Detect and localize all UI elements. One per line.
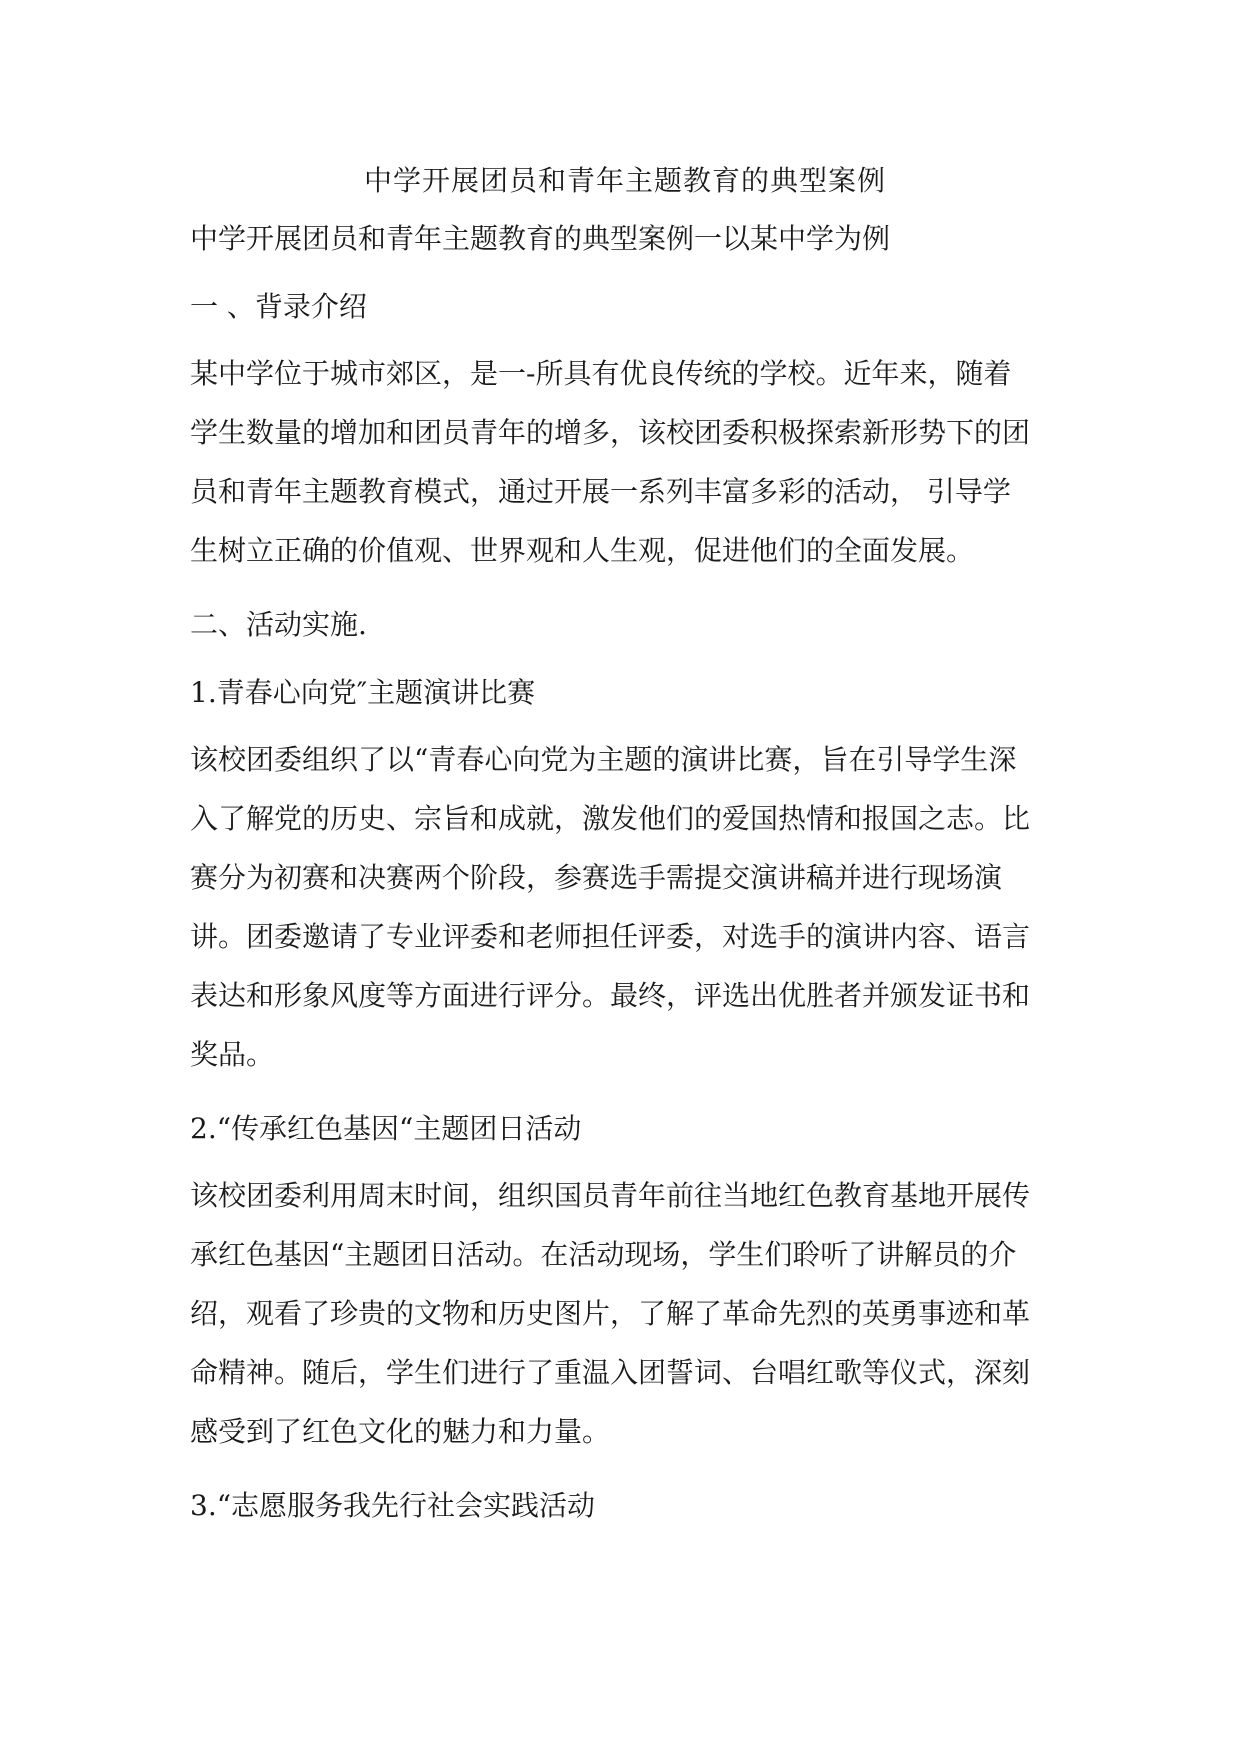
- section-heading-background: 一 、背录介绍: [190, 290, 367, 323]
- paragraph-line: 承红色基因“主题团日活动。在活动现场，学生们聆听了讲解员的介: [190, 1238, 1017, 1271]
- section-paragraph-background: [190, 344, 1060, 580]
- paragraph-line: 表达和形象风度等方面进行评分。最终，评选出优胜者并颁发证书和: [190, 979, 1031, 1012]
- paragraph-line: 该校团委利用周末时间，组织国员青年前往当地红色教育基地开展传: [190, 1179, 1031, 1212]
- section-heading-implementation: 二、活动实施.: [190, 608, 367, 641]
- paragraph-line: 讲。团委邀请了专业评委和老师担任评委，对选手的演讲内容、语言: [190, 920, 1031, 953]
- document-body: [190, 158, 1060, 1529]
- item-heading-volunteer: 3.“志愿服务我先行社会实践活动: [190, 1489, 596, 1522]
- paragraph-line: 奖品。: [190, 1038, 275, 1071]
- paragraph-line: 生树立正确的价值观、世界观和人生观，促进他们的全面发展。: [190, 534, 975, 567]
- document-subtitle: 中学开展团员和青年主题教育的典型案例一以某中学为例: [190, 222, 891, 255]
- paragraph-line: 该校团委组织了以“青春心向党为主题的演讲比赛，旨在引导学生深: [190, 743, 1017, 776]
- item-heading-red-gene: 2.“传承红色基因“主题团日活动: [190, 1112, 582, 1145]
- paragraph-line: 赛分为初赛和决赛两个阶段，参赛选手需提交演讲稿并进行现场演: [190, 861, 1003, 894]
- item-paragraph-speech-contest: [190, 730, 1060, 1084]
- paragraph-line: 学生数量的增加和团员青年的增多，该校团委积极探索新形势下的团: [190, 416, 1031, 449]
- paragraph-line: 员和青年主题教育模式，通过开展一系列丰富多彩的活动， 引导学: [190, 475, 1011, 508]
- document-title: 中学开展团员和青年主题教育的典型案例: [363, 164, 886, 197]
- item-heading-speech-contest: 1.青春心向党″主题演讲比赛: [190, 676, 536, 709]
- item-paragraph-red-gene: [190, 1166, 1060, 1461]
- paragraph-line: 某中学位于城市郊区，是一-所具有优良传统的学校。近年来，随着: [190, 357, 1012, 390]
- paragraph-line: 命精神。随后，学生们进行了重温入团誓词、台唱红歌等仪式，深刻: [190, 1356, 1031, 1389]
- paragraph-line: 感受到了红色文化的魅力和力量。: [190, 1415, 611, 1448]
- paragraph-line: 入了解党的历史、宗旨和成就，激发他们的爱国热情和报国之志。比: [190, 802, 1031, 835]
- paragraph-line: 绍，观看了珍贵的文物和历史图片，了解了革命先烈的英勇事迹和革: [190, 1297, 1031, 1330]
